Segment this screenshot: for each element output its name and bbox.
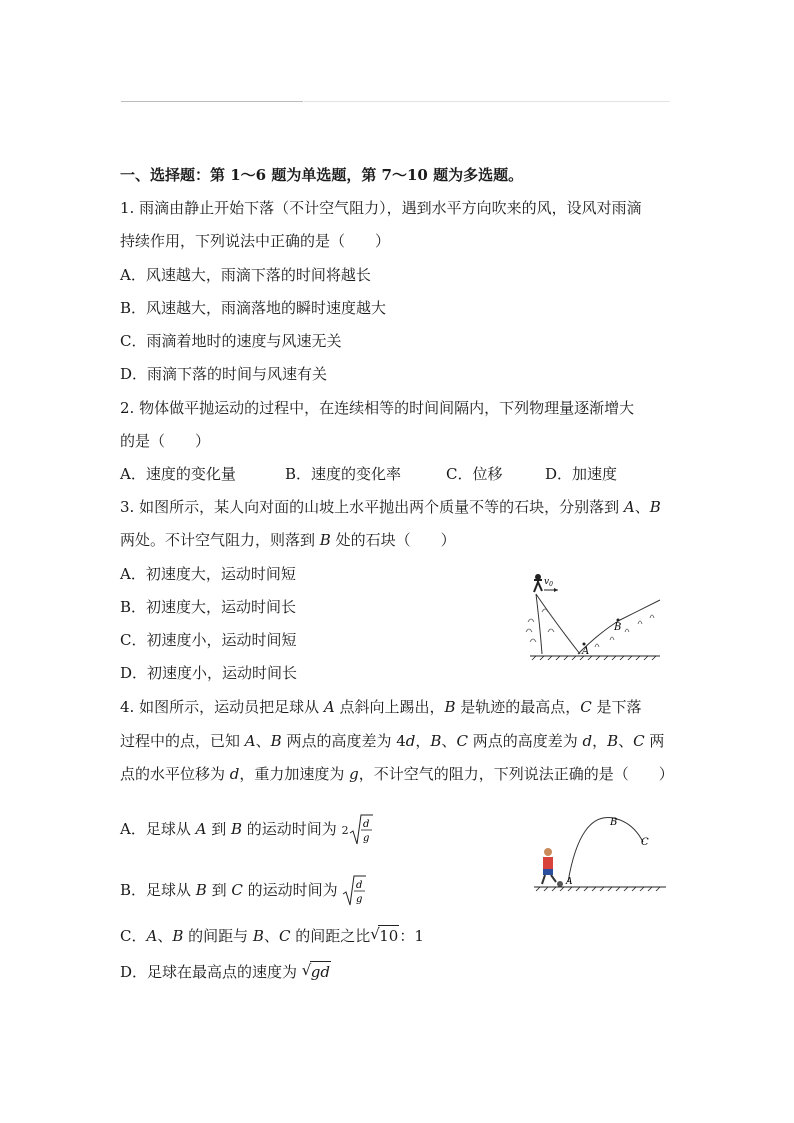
- label-a-q4: A: [566, 877, 573, 887]
- q2-stem-line1: 2. 物体做平抛运动的过程中，在连续相等的时间间隔内，下列物理量逐渐增大: [120, 399, 635, 417]
- q4-stem-line2: 过程中的点，已知 A、B 两点的高度差为 4d，B、C 两点的高度差为 d，B、C 两: [120, 732, 665, 750]
- q4-stem-line1: 4. 如图所示，运动员把足球从 A 点斜向上踢出，B 是轨迹的最高点，C 是下落: [120, 698, 642, 716]
- q1-option-a[interactable]: A．风速越大，雨滴下落的时间将越长: [120, 266, 371, 284]
- football: [557, 881, 563, 887]
- q3-figure-slope: [520, 572, 665, 664]
- footballer-figure: [542, 848, 556, 884]
- label-b-q4: B: [610, 817, 618, 828]
- q1-option-b[interactable]: B．风速越大，雨滴落地的瞬时速度越大: [120, 299, 387, 317]
- sqrt-d-over-g-b: [342, 874, 366, 908]
- q1-option-d[interactable]: D．雨滴下落的时间与风速有关: [120, 365, 328, 383]
- label-c-q4: C: [641, 837, 649, 848]
- q4-figure-trajectory: [528, 812, 668, 894]
- q2-option-b[interactable]: B．速度的变化率: [285, 465, 402, 483]
- q1-stem-line1: 1. 雨滴由静止开始下落（不计空气阻力），遇到水平方向吹来的风，设风对雨滴: [120, 199, 642, 217]
- q2-option-d[interactable]: D．加速度: [545, 465, 618, 483]
- q2-option-a[interactable]: A．速度的变化量: [120, 465, 236, 483]
- q1-stem-line2: 持续作用，下列说法中正确的是（ ）: [120, 232, 391, 250]
- svg-text:g: g: [362, 833, 369, 844]
- svg-text:d: d: [362, 819, 369, 830]
- section-heading: 一、选择题：第 1～6 题为单选题，第 7～10 题为多选题。: [120, 166, 524, 184]
- label-a: A: [582, 646, 590, 657]
- header-rule-left: [121, 101, 303, 102]
- q2-option-c[interactable]: C．位移: [446, 465, 503, 483]
- q1-option-c[interactable]: C．雨滴着地时的速度与风速无关: [120, 332, 342, 350]
- sqrt-d-over-g-a: [349, 813, 373, 847]
- label-b: B: [614, 622, 622, 633]
- q4-option-b[interactable]: B．足球从 B 到 C 的运动时间为 d g: [120, 874, 366, 908]
- v0-label: $v_0$: [544, 577, 553, 588]
- sqrt-10: √ 10: [370, 925, 399, 945]
- sqrt-gd: √ gd: [301, 961, 331, 981]
- q3-option-d[interactable]: D．初速度小，运动时间长: [120, 664, 298, 682]
- q3-stem-line1: 3. 如图所示，某人向对面的山坡上水平抛出两个质量不等的石块，分别落到 A、B: [120, 498, 661, 516]
- q3-stem-line2: 两处。不计空气阻力，则落到 B 处的石块（ ）: [120, 531, 456, 549]
- ground-hatching-q4: [536, 887, 660, 891]
- ball-trajectory: [568, 818, 643, 882]
- header-rule-right: [304, 101, 670, 102]
- ground-hatching: [532, 656, 656, 660]
- svg-text:g: g: [356, 894, 363, 905]
- q4-option-d[interactable]: D．足球在最高点的速度为 √ gd: [120, 961, 331, 981]
- left-cliff: [536, 594, 580, 654]
- q4-option-c[interactable]: C．A、B 的间距与 B、C 的间距之比 √ 10：1: [120, 925, 424, 945]
- q4-stem-line3: 点的水平位移为 d，重力加速度为 g，不计空气的阻力，下列说法正确的是（ ）: [120, 765, 674, 783]
- q2-stem-line2: 的是（ ）: [120, 432, 211, 450]
- thrower-figure: [534, 575, 542, 592]
- v0-arrowhead: [554, 588, 558, 592]
- svg-text:d: d: [356, 880, 363, 891]
- q3-option-a[interactable]: A．初速度大，运动时间短: [120, 565, 296, 583]
- q3-option-c[interactable]: C．初速度小，运动时间短: [120, 631, 297, 649]
- q3-option-b[interactable]: B．初速度大，运动时间长: [120, 598, 297, 616]
- q4-option-a[interactable]: A．足球从 A 到 B 的运动时间为 2 d g: [120, 813, 373, 847]
